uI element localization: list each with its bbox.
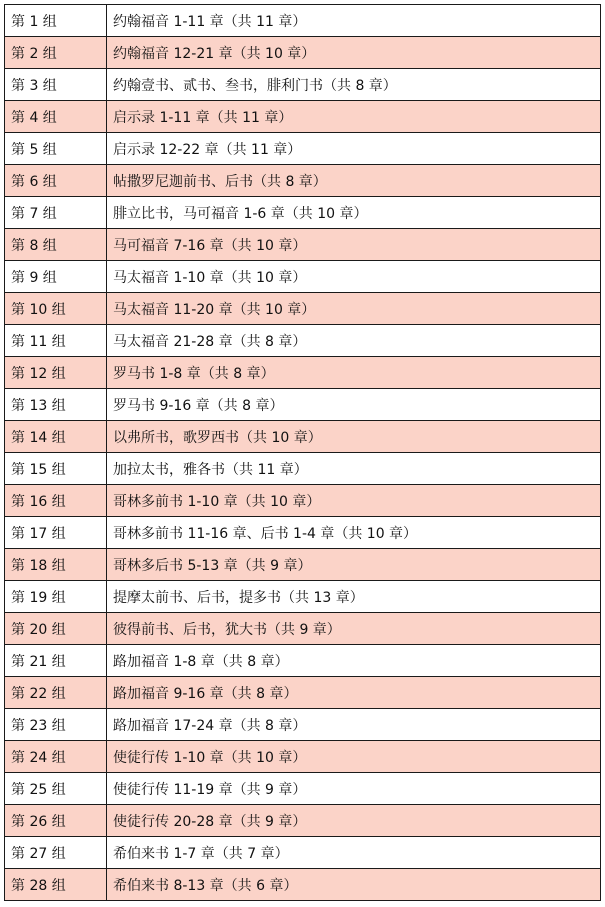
- table-row: [5, 485, 601, 517]
- reading-cell: 路加福音 9-16 章（共 8 章）: [107, 677, 601, 709]
- table-row: [5, 5, 601, 37]
- reading-schedule-body: [5, 5, 601, 901]
- reading-cell: 马可福音 7-16 章（共 10 章）: [107, 229, 601, 261]
- table-row: [5, 37, 601, 69]
- table-row: [5, 869, 601, 901]
- group-cell: 第 20 组: [5, 613, 107, 645]
- reading-cell: 提摩太前书、后书，提多书（共 13 章）: [107, 581, 601, 613]
- reading-cell: 希伯来书 1-7 章（共 7 章）: [107, 837, 601, 869]
- group-cell: 第 8 组: [5, 229, 107, 261]
- reading-cell: 加拉太书，雅各书（共 11 章）: [107, 453, 601, 485]
- reading-cell: 使徒行传 1-10 章（共 10 章）: [107, 741, 601, 773]
- table-row: [5, 133, 601, 165]
- table-row: [5, 549, 601, 581]
- reading-cell: 启示录 12-22 章（共 11 章）: [107, 133, 601, 165]
- group-cell: 第 17 组: [5, 517, 107, 549]
- table-row: [5, 709, 601, 741]
- group-cell: 第 26 组: [5, 805, 107, 837]
- table-row: [5, 517, 601, 549]
- reading-cell: 罗马书 1-8 章（共 8 章）: [107, 357, 601, 389]
- table-row: [5, 165, 601, 197]
- table-row: [5, 645, 601, 677]
- reading-cell: 哥林多前书 11-16 章、后书 1-4 章（共 10 章）: [107, 517, 601, 549]
- table-row: [5, 677, 601, 709]
- group-cell: 第 19 组: [5, 581, 107, 613]
- group-cell: 第 18 组: [5, 549, 107, 581]
- group-cell: 第 25 组: [5, 773, 107, 805]
- reading-cell: 马太福音 1-10 章（共 10 章）: [107, 261, 601, 293]
- group-cell: 第 2 组: [5, 37, 107, 69]
- reading-cell: 哥林多前书 1-10 章（共 10 章）: [107, 485, 601, 517]
- group-cell: 第 24 组: [5, 741, 107, 773]
- group-cell: 第 14 组: [5, 421, 107, 453]
- group-cell: 第 12 组: [5, 357, 107, 389]
- group-cell: 第 4 组: [5, 101, 107, 133]
- group-cell: 第 22 组: [5, 677, 107, 709]
- table-row: [5, 197, 601, 229]
- group-cell: 第 3 组: [5, 69, 107, 101]
- reading-cell: 启示录 1-11 章（共 11 章）: [107, 101, 601, 133]
- reading-cell: 哥林多后书 5-13 章（共 9 章）: [107, 549, 601, 581]
- table-row: [5, 325, 601, 357]
- table-row: [5, 421, 601, 453]
- group-cell: 第 27 组: [5, 837, 107, 869]
- table-row: [5, 613, 601, 645]
- reading-cell: 约翰福音 1-11 章（共 11 章）: [107, 5, 601, 37]
- reading-cell: 罗马书 9-16 章（共 8 章）: [107, 389, 601, 421]
- reading-cell: 约翰壹书、贰书、叁书，腓利门书（共 8 章）: [107, 69, 601, 101]
- group-cell: 第 15 组: [5, 453, 107, 485]
- reading-cell: 路加福音 17-24 章（共 8 章）: [107, 709, 601, 741]
- table-row: [5, 357, 601, 389]
- group-cell: 第 1 组: [5, 5, 107, 37]
- table-row: [5, 293, 601, 325]
- group-cell: 第 11 组: [5, 325, 107, 357]
- reading-cell: 使徒行传 11-19 章（共 9 章）: [107, 773, 601, 805]
- table-row: [5, 837, 601, 869]
- table-row: [5, 773, 601, 805]
- group-cell: 第 5 组: [5, 133, 107, 165]
- reading-cell: 腓立比书，马可福音 1-6 章（共 10 章）: [107, 197, 601, 229]
- group-cell: 第 23 组: [5, 709, 107, 741]
- group-cell: 第 9 组: [5, 261, 107, 293]
- reading-cell: 马太福音 21-28 章（共 8 章）: [107, 325, 601, 357]
- table-row: [5, 229, 601, 261]
- group-cell: 第 21 组: [5, 645, 107, 677]
- reading-cell: 约翰福音 12-21 章（共 10 章）: [107, 37, 601, 69]
- reading-cell: 以弗所书，歌罗西书（共 10 章）: [107, 421, 601, 453]
- reading-cell: 路加福音 1-8 章（共 8 章）: [107, 645, 601, 677]
- reading-cell: 希伯来书 8-13 章（共 6 章）: [107, 869, 601, 901]
- group-cell: 第 16 组: [5, 485, 107, 517]
- reading-cell: 帖撒罗尼迦前书、后书（共 8 章）: [107, 165, 601, 197]
- reading-cell: 使徒行传 20-28 章（共 9 章）: [107, 805, 601, 837]
- group-cell: 第 13 组: [5, 389, 107, 421]
- table-row: [5, 741, 601, 773]
- table-row: [5, 101, 601, 133]
- table-row: [5, 69, 601, 101]
- reading-cell: 彼得前书、后书，犹大书（共 9 章）: [107, 613, 601, 645]
- table-row: [5, 805, 601, 837]
- group-cell: 第 7 组: [5, 197, 107, 229]
- table-row: [5, 453, 601, 485]
- group-cell: 第 28 组: [5, 869, 107, 901]
- table-row: [5, 581, 601, 613]
- reading-cell: 马太福音 11-20 章（共 10 章）: [107, 293, 601, 325]
- group-cell: 第 6 组: [5, 165, 107, 197]
- table-row: [5, 261, 601, 293]
- table-row: [5, 389, 601, 421]
- group-cell: 第 10 组: [5, 293, 107, 325]
- reading-schedule-table: [4, 4, 601, 901]
